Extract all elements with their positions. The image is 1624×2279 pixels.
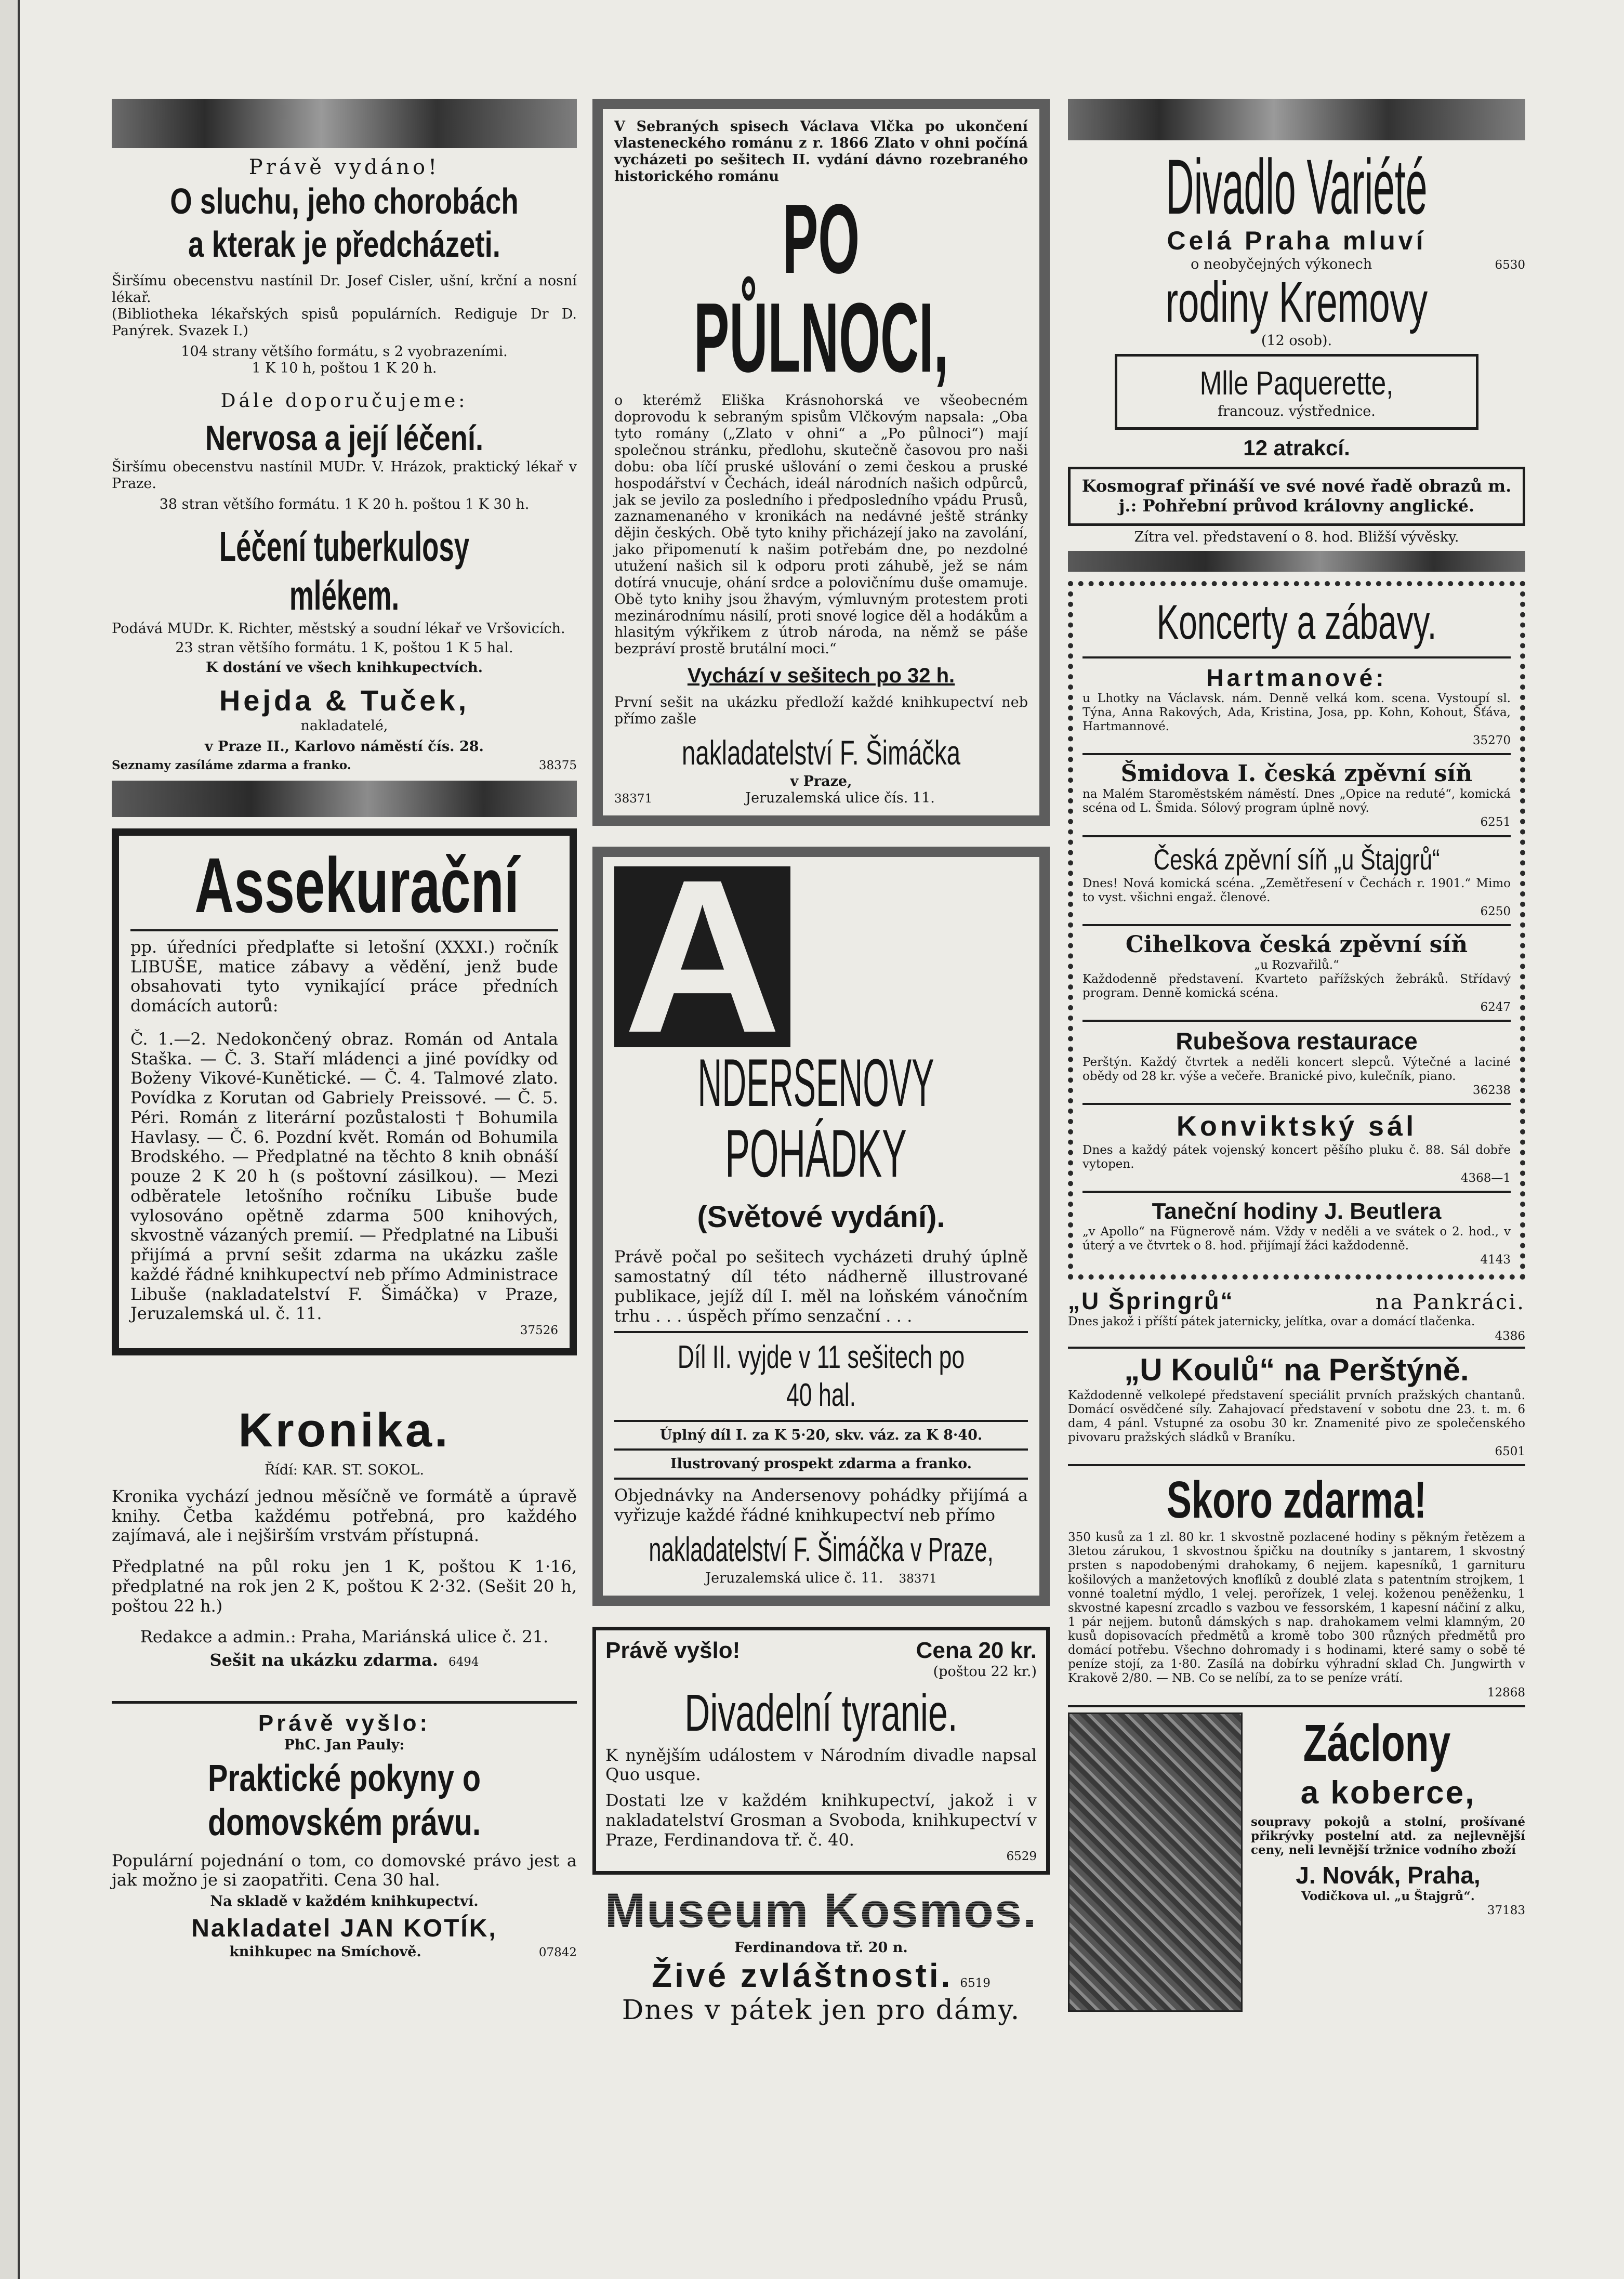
ad-text: (12 osob). [1261, 332, 1332, 349]
venue-text: „v Apollo“ na Fügnerově nám. Vždy v neděli a ve svátek o 2. hod., v úterý a ve čtvrtek o 8. hod. přijímají žáci každodenně. [1082, 1225, 1511, 1253]
ad-text: Č. 1.—2. Nedokončený obraz. Román od Antala Staška. — Č. 3. Staří mládenci a jiné povídky od Boženy Vikové-Kunětické. — Č. 4. Talmové zlato. Povídka z Korutan od Gabriely Preissové. — Č. 5. Péri. Román z literární pozůstalosti † Bohumila Havlasy. — Č. 6. Pozdní květ. Román od Bohumila Brodského. — Předplatné na těchto 8 knih obnáší pouze 2 K 20 h (s poštovní zásilkou). — Mezi odběratele letošního ročníku Libuše bude vylosováno opětně zdarma 500 knihových, skvostně vázaných premií. — Předplatné na Libuši přijímá a první sešit zdarma na ukázku zašle každé řádné knihkupectví neb přímo Administrace Libuše (nakladatelství F. Šimáčka) v Praze, Jeruzalemská ul. č. 11. [130, 1029, 558, 1324]
ad-title: Praktické pokyny o domovském právu. [207, 1757, 481, 1843]
ad-price: 23 stran většího formátu. 1 K, poštou 1 K 5 hal. [175, 640, 513, 656]
divider [1082, 924, 1511, 926]
venue-title: Konviktský sál [1176, 1111, 1417, 1142]
ad-address: Redakce a admin.: Praha, Mariánská ulice č. 21. [140, 1627, 549, 1647]
venue-text: Každodenně představení. Kvarteto pařížských žebráků. Střídavý program. Denně komická scéna. [1082, 972, 1511, 1000]
ad-text: knihkupec na Smíchově. [229, 1943, 421, 1960]
ad-o-sluchu [112, 99, 577, 817]
divider [614, 1420, 1028, 1422]
ad-price: Úplný díl I. za K 5·20, skv. váz. za K 8·40. [659, 1427, 983, 1443]
ad-star: Mlle Paquerette, [1199, 364, 1394, 402]
divider [614, 1448, 1028, 1451]
venue-number: 6247 [1480, 1000, 1511, 1015]
ad-subtitle: Živé zvláštnosti. [652, 1957, 953, 1995]
ad-prakticke-pokyny [112, 1701, 577, 1960]
ad-title: „U Špringrů“ [1068, 1287, 1234, 1315]
ad-text: Populární pojednání o tom, co domovské právo jest a jak možno je si zaopatřiti. Cena 30 hal. [112, 1850, 577, 1890]
divider [614, 1331, 1028, 1333]
divider [112, 1701, 577, 1704]
ad-text: První sešit na ukázku předloží každé knihkupectví neb přímo zašle [614, 694, 1028, 728]
venue-title: Česká zpěvní síň „u Štajgrů“ [1153, 842, 1440, 876]
ad-address: Vodičkova ul. „u Štajgrů“. [1301, 1889, 1475, 1904]
ad-u-koulu [1068, 1347, 1525, 1459]
divider [1082, 1020, 1511, 1022]
ad-text: V Sebraných spisech Václava Vlčka po ukončení vlasteneckého románu z r. 1866 Zlato v ohni počíná vycházeti po sešitech II. vydání dávno rozebraného historického románu [614, 118, 1028, 185]
venue-number: 4143 [1480, 1253, 1511, 1267]
ad-editor: Řídí: KAR. ST. SOKOL. [264, 1461, 425, 1478]
venue-title: Cihelkova česká zpěvní síň [1125, 931, 1468, 958]
ad-skoro-zdarma [1068, 1464, 1525, 1700]
column-2 [592, 99, 1050, 2027]
venue-number: 6250 [1480, 904, 1511, 918]
ad-number: 37183 [1487, 1903, 1525, 1917]
divider [1082, 1103, 1511, 1105]
ad-note: Zítra vel. představení o 8. hod. Bližší vývěsky. [1134, 529, 1459, 545]
ad-address: Ferdinandova tř. 20 n. [734, 1940, 908, 1956]
ad-text: Širšímu obecenstvu nastínil Dr. Josef Cisler, ušní, krční a nosní lékař. [112, 273, 577, 306]
ad-note: Sešit na ukázku zdarma. [209, 1650, 438, 1670]
ad-po-pulnoci [592, 99, 1050, 826]
ad-price: 1 K 10 h, poštou 1 K 20 h. [252, 360, 437, 376]
ad-number: 6501 [1495, 1445, 1525, 1459]
ad-title: Koncerty a zábavy. [1156, 594, 1437, 649]
ad-title: Assekurační [194, 841, 519, 929]
ad-address: Jeruzalemská ulice č. 11. [705, 1570, 883, 1586]
ad-recommend: Dále doporučujeme: [220, 390, 468, 412]
ad-footer: Dnes v pátek jen pro dámy. [622, 1995, 1021, 2026]
ad-number: 38371 [899, 1572, 937, 1586]
ad-text: Každodenně velkolepé představení speciálit prvních pražských chantanů. Domácí osvědčené síly. Zahajovací představení v sobotu dne 23. t. m. 6 dam, 4 pánl. Vstupné za osobu 30 kr. Znamenité pivo ze společenského pivovaru pražských sládků v Braníku. [1068, 1388, 1525, 1444]
venue-text: na Malém Staroměstském náměstí. Dnes „Opice na reduté“, komická scéna od L. Šmida. Sólový program úplně nový. [1082, 787, 1511, 815]
ad-divadelni-tyranie [592, 1627, 1050, 1875]
ad-note: Seznamy zasíláme zdarma a franko. [112, 758, 351, 772]
ad-title: „U Koulů“ na Perštýně. [1124, 1352, 1469, 1387]
divider [1082, 753, 1511, 755]
ornament-band [112, 781, 577, 817]
venue-number: 36238 [1472, 1083, 1511, 1097]
ad-number: 12868 [1487, 1685, 1525, 1700]
ad-text: soupravy pokojů a stolní, prošívané přikrývky postelní atd. za nejlevnější ceny, neli levnější tržnice vodního zboží [1251, 1814, 1525, 1858]
ornament-band [112, 99, 577, 148]
ad-title: PO PŮLNOCI, [693, 184, 949, 393]
venue-title: Taneční hodiny J. Beutlera [1152, 1198, 1442, 1224]
ad-text: Kosmograf přináší ve své nové řadě obrazů m. j.: Pohřební průvod královny anglické. [1081, 476, 1512, 516]
ad-attractions: 12 atrakcí. [1243, 435, 1350, 460]
decorative-initial: A [614, 866, 790, 1047]
ad-title: Nervosa a její léčení. [205, 418, 484, 458]
ad-divadlo-variete [1068, 99, 1525, 572]
ad-text: Dnes jakož i příští pátek jaternicky, jelítka, ovar a domácí tlačenka. [1068, 1315, 1475, 1329]
ad-title: Divadlo Variété [1166, 143, 1428, 230]
ad-text: v Praze, [790, 773, 852, 789]
ad-text: K nynějším událostem v Národním divadle napsal Quo usque. [605, 1745, 1037, 1785]
venue-text: Dnes! Nová komická scéna. „Zemětřesení v Čechách r. 1901.“ Mimo to vyst. všichni engaž. členové. [1082, 876, 1511, 904]
ad-text: nakladatelé, [300, 718, 388, 734]
ad-title: NDERSENOVY [697, 1044, 934, 1121]
divider [614, 1478, 1028, 1480]
ad-text: Kronika vychází jednou měsíčně ve formátě a úpravě knihy. Četba každému potřebná, pro každého zajímavá, ale i nejširším vrstvám přístupná. [112, 1486, 577, 1546]
ad-act: rodiny Kremovy [1165, 270, 1428, 334]
ad-text: Právě počal po sešitech vycházeti druhý úplně samostatný díl této nádherně illustrované publikace, jejíž díl I. měl na loňském vánočním trhu . . . úspěch přímo senzační . . . [614, 1247, 1028, 1326]
ad-text: o kterémž Eliška Krásnohorská ve všeobecném doprovodu k sebraným spisům Vlčkovým napsala: „Oba tyto romány („Zlato v ohni“ a „Po půlnoci“) mají společnou stránku, předlohu, skutečně časovou pro naši dobu: oba líčí pruské ušlování o zemi českou a pruské hospodářství v Čechách, ideál národních našich odpůrců, jak se jevilo za posledního i předposledního vpádu Prusů, zaznamenaného v kronikách na nedávné ještě stránky dějin českých. Obě tyto knihy přicházejí jako na zavolání, jako připomenutí k našim potřebám dne, po nezdolné utužení našich sil k odporu proti záhubě, jež se nám dotírá vnucuje, ohání srdce a polovičnímu duše omamuje. Obě tyto knihy jsou žhavým, výmluvným protestem proti mezinárodnímu násilí, proti snové logice děl a hodákům a hlasitým výkřikem z útrob národa, na němž se páše bezpráví prostě brutální moci.“ [614, 392, 1028, 657]
ad-kicker: Právě vyšlo! [605, 1637, 741, 1663]
ad-note: Ilustrovaný prospekt zdarma a franko. [670, 1456, 972, 1472]
ad-text: pp. úředníci předplaťte si letošní (XXXI.) ročník LIBUŠE, matice zábavy a vědění, jenž bude obsahovati tyto vynikající práce předních domácích autorů: [130, 937, 558, 1016]
ad-note: Na skladě v každém knihkupectví. [210, 1893, 479, 1910]
kosmograf-box [1068, 467, 1525, 526]
divider [1082, 1191, 1511, 1193]
ad-koncerty-a-zabavy [1068, 581, 1525, 1280]
ad-title: a koberce, [1300, 1774, 1476, 1811]
ad-assekuracni [112, 828, 577, 1355]
ad-text: Dostati lze v každém knihkupectví, jakož i v nakladatelství Grosman a Svoboda, knihkupectví v Praze, Ferdinandova tř. č. 40. [605, 1790, 1037, 1850]
ad-title: Museum Kosmos. [592, 1882, 1050, 1940]
ad-text: Širšímu obecenstvu nastínil MUDr. V. Hrázok, praktický lékař v Praze. [112, 459, 577, 492]
ad-number: 6530 [1495, 258, 1525, 272]
ad-title: a kterak je předcházeti. [188, 223, 500, 265]
ad-title: Léčení tuberkulosy mlékem. [219, 523, 470, 619]
ad-note: K dostání ve všech knihkupectvích. [206, 660, 483, 676]
ad-text: o neobyčejných výkonech [1191, 256, 1372, 272]
venue-number: 6251 [1480, 815, 1511, 829]
ad-publisher: Nakladatel JAN KOTÍK, [191, 1915, 497, 1943]
ad-price: 38 stran většího formátu. 1 K 20 h. poštou 1 K 30 h. [159, 496, 530, 512]
ad-publisher: nakladatelství F. Šimáčka v Praze, [649, 1530, 994, 1569]
ad-author: PhC. Jan Pauly: [284, 1736, 405, 1753]
ad-publisher: J. Novák, Praha, [1296, 1862, 1481, 1889]
ornament-band [1068, 551, 1525, 572]
ornament-band [1068, 99, 1525, 140]
ad-text: 104 strany většího formátu, s 2 vyobrazeními. [181, 343, 508, 360]
ad-title-suffix: na Pankráci. [1375, 1290, 1525, 1315]
divider [1082, 656, 1511, 658]
ad-u-springru [1068, 1287, 1525, 1343]
ad-frequency: Vychází v sešitech po 32 h. [687, 664, 955, 688]
ad-number: 38375 [538, 758, 577, 772]
ad-andersenovy-pohadky [592, 847, 1050, 1606]
page-gutter [0, 0, 20, 2279]
ad-museum-kosmos [592, 1882, 1050, 2026]
ad-text: francouz. výstřednice. [1218, 403, 1376, 419]
ad-price: Cena 20 kr. [916, 1637, 1037, 1663]
star-box [1115, 354, 1478, 429]
ad-price-post: (poštou 22 kr.) [933, 1663, 1037, 1680]
ad-title: Skoro zdarma! [1166, 1471, 1427, 1530]
ad-number: 37526 [520, 1324, 558, 1338]
venue-title: Šmidova I. česká zpěvní síň [1120, 760, 1473, 787]
ad-volume: Díl II. vyjde v 11 sešitech po 40 hal. [677, 1339, 965, 1414]
ad-number: 07842 [538, 1945, 577, 1959]
ad-title: POHÁDKY [725, 1115, 907, 1189]
ad-number: 6519 [960, 1977, 991, 1991]
divider [1082, 835, 1511, 837]
venue-number: 35270 [1472, 734, 1511, 748]
ad-text: Podává MUDr. K. Richter, městský a soudní lékař ve Vršovicích. [112, 620, 565, 637]
divider [130, 929, 558, 931]
venue-title: Hartmanové: [1206, 664, 1387, 691]
venue-text: u Lhotky na Václavsk. nám. Denně velká kom. scena. Vystoupí sl. Týna, Anna Rakových, Ada, Kristina, Josa, pp. Kohn, Kohout, Šťáva, Hartmannové. [1082, 691, 1511, 734]
ad-title: Záclony [1303, 1714, 1451, 1772]
ad-number: 6529 [1006, 1850, 1037, 1864]
venue-text: Dnes a každý pátek vojenský koncert pěšího pluku č. 88. Sál dobře vytopen. [1082, 1143, 1511, 1171]
ad-text: Předplatné na půl roku jen 1 K, poštou K 1·16, předplatné na rok jen 2 K, poštou K 2·32. (Sešit 20 h, poštou 22 h.) [112, 1557, 577, 1616]
ad-kronika [112, 1402, 577, 1670]
ad-number: 6494 [448, 1655, 479, 1669]
ad-publisher: nakladatelství F. Šimáčka [681, 733, 961, 772]
ad-text: Objednávky na Andersenovy pohádky přijímá a vyřizuje každé řádné knihkupectví neb přímo [614, 1485, 1028, 1525]
ad-kicker: Právě vyšlo: [258, 1710, 431, 1736]
venue-subtitle: „u Rozvařilů.“ [1254, 958, 1339, 972]
ad-title: Kronika. [238, 1404, 451, 1457]
ad-publisher: Hejda & Tuček, [219, 684, 470, 717]
venue-title: Rubešova restaurace [1176, 1027, 1418, 1055]
ad-text: (Bibliotheka lékařských spisů populárních. Rediguje Dr D. Panýrek. Svazek I.) [112, 306, 577, 339]
ad-address: Jeruzalemská ulice čís. 11. [745, 789, 935, 806]
column-3 [1068, 99, 1525, 2012]
ad-number: 38371 [614, 792, 653, 806]
ad-kicker: Právě vydáno! [248, 155, 440, 179]
ad-subtitle: Celá Praha mluví [1167, 226, 1427, 255]
ad-zaclony [1068, 1705, 1525, 2012]
column-1 [112, 99, 577, 1960]
ad-number: 4386 [1495, 1329, 1525, 1343]
ad-title: O sluchu, jeho chorobách [170, 181, 519, 222]
venue-text: Perštýn. Každý čtvrtek a neděli koncert slepců. Výtečné a laciné obědy od 28 kr. výše a večeře. Branické pivo, kulečník, piano. [1082, 1055, 1511, 1083]
ad-title: Divadelní tyranie. [684, 1683, 958, 1742]
ad-address: v Praze II., Karlovo náměstí čís. 28. [205, 739, 484, 755]
venue-number: 4368—1 [1460, 1171, 1511, 1185]
ad-edition: (Světové vydání). [697, 1200, 945, 1234]
ad-text: 350 kusů za 1 zl. 80 kr. 1 skvostně pozlacené hodiny s pěkným řetězem a 3letou zárukou, 1 skvostnou špičku na doutníky s jantarem, 1 skvostný prsten s napodobenými drahokamy, 6 nejjem. kapesníků, 1 garnituru košilových a manžetových knoflíků z doublé zlata s patentním strojkem, 1 vonné toaletní mýdlo, 1 velej. perořízek, 1 velej. koženou peněženku, 1 skvostné kapesní zrcadlo s vazbou ve fessorském, 1 kapesní náčiní z alku, 1 pár nejjem. butonů dámských s nap. drahokamem velmi klamným, 20 kusů dopisovacích předmětů a kromě tobo 300 různých předmětů pro domácí potřebu. Všechno dohromady i s hodinami, které samy o sobě té peníze stojí, za 1·80. Zasílá na dobírku výhradní sklad Ch. Jungwirth v Krakově 2/80. — NB. Co se nelíbí, za to se peníze vrátí. [1068, 1531, 1525, 1685]
